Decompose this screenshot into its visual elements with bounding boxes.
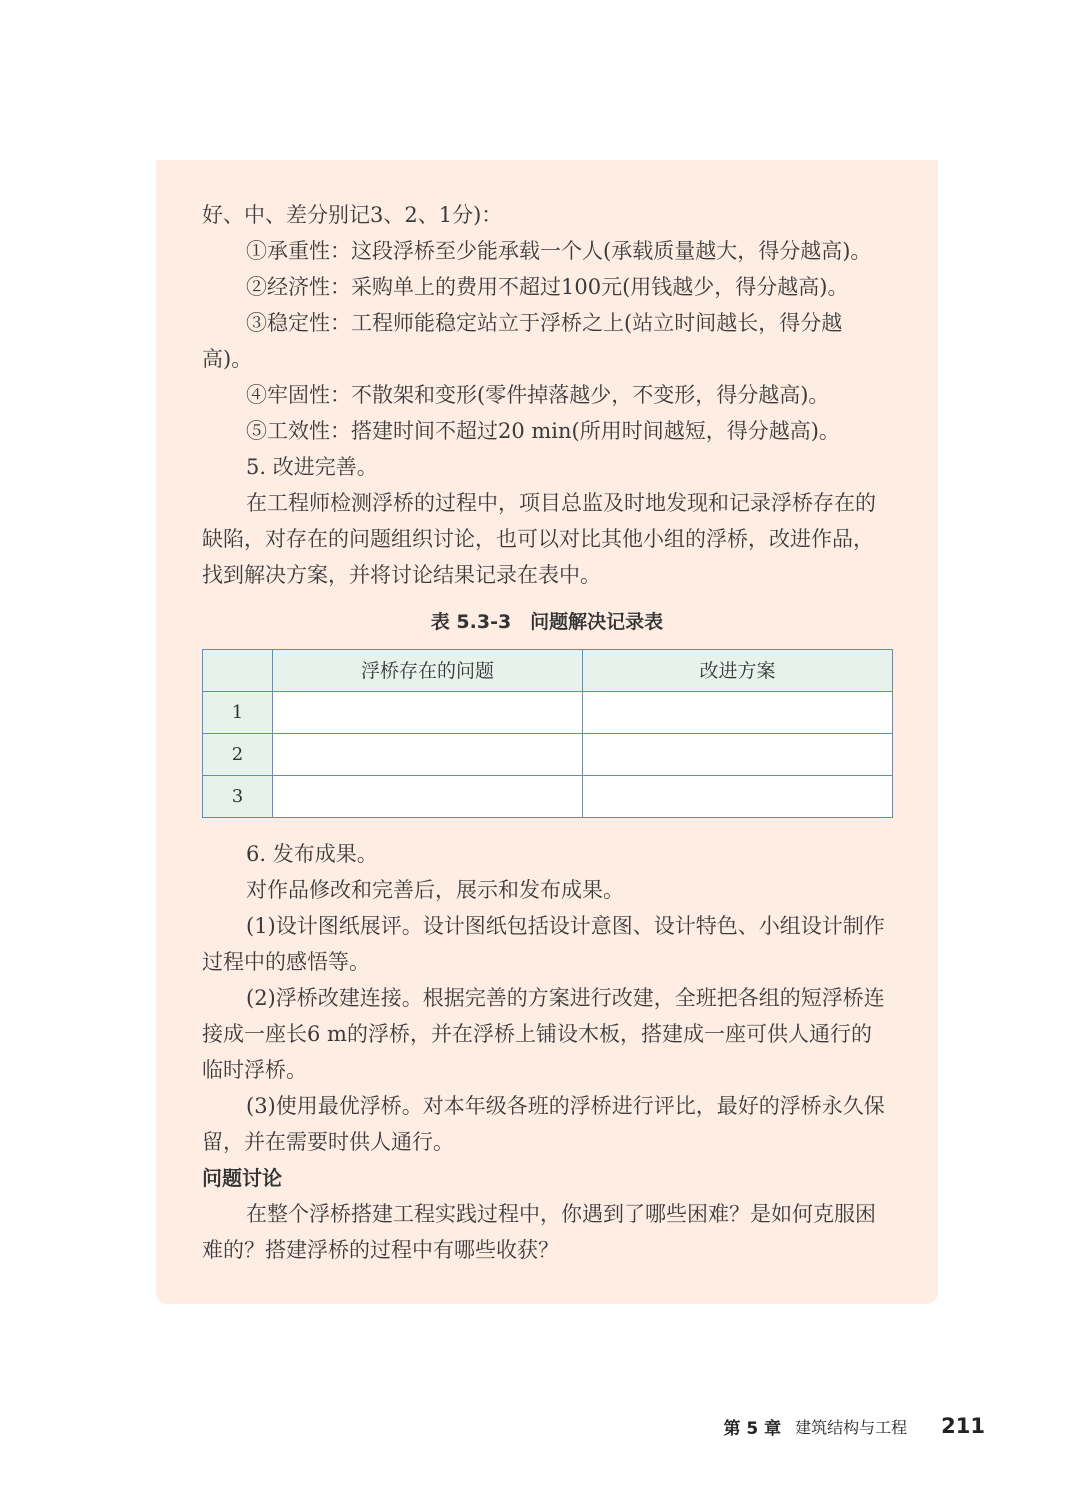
criterion-economy: ②经济性：采购单上的费用不超过100元(用钱越少，得分越高)。 bbox=[246, 275, 849, 299]
table-row bbox=[203, 776, 893, 818]
discussion-heading: 问题讨论 bbox=[202, 1166, 282, 1190]
page-number: 211 bbox=[941, 1414, 985, 1438]
step6-item-best: (3)使用最优浮桥。对本年级各班的浮桥进行评比，最好的浮桥永久保留，并在需要时供人通行。 bbox=[202, 1094, 885, 1154]
table-header-index bbox=[203, 650, 273, 692]
page-body bbox=[202, 197, 892, 1268]
score-note: 好、中、差分别记3、2、1分)： bbox=[202, 203, 503, 227]
table-row bbox=[203, 692, 893, 734]
chapter-title: 建筑结构与工程 bbox=[795, 1417, 908, 1437]
problem-cell bbox=[273, 734, 583, 776]
solution-cell bbox=[583, 734, 893, 776]
row-index: 3 bbox=[203, 776, 273, 818]
step6-item-design: (1)设计图纸展评。设计图纸包括设计意图、设计特色、小组设计制作过程中的感悟等。 bbox=[202, 914, 885, 974]
problem-record-table bbox=[202, 649, 893, 818]
table-header-problem: 浮桥存在的问题 bbox=[273, 650, 583, 692]
table-header-solution: 改进方案 bbox=[583, 650, 893, 692]
row-index: 2 bbox=[203, 734, 273, 776]
criterion-stability: ③稳定性：工程师能稳定站立于浮桥之上(站立时间越长，得分越高)。 bbox=[202, 311, 843, 371]
step5-text: 在工程师检测浮桥的过程中，项目总监及时地发现和记录浮桥存在的缺陷，对存在的问题组织讨论，也可以对比其他小组的浮桥，改进作品，找到解决方案，并将讨论结果记录在表中。 bbox=[202, 491, 876, 587]
problem-cell bbox=[273, 692, 583, 734]
row-index: 1 bbox=[203, 692, 273, 734]
criterion-efficiency: ⑤工效性：搭建时间不超过20 min(所用时间越短，得分越高)。 bbox=[246, 419, 840, 443]
solution-cell bbox=[583, 776, 893, 818]
table-header-row bbox=[203, 650, 893, 692]
problem-cell bbox=[273, 776, 583, 818]
page-footer bbox=[723, 1412, 985, 1440]
criterion-firmness: ④牢固性：不散架和变形(零件掉落越少，不变形，得分越高)。 bbox=[246, 383, 830, 407]
solution-cell bbox=[583, 692, 893, 734]
criterion-load: ①承重性：这段浮桥至少能承载一个人(承载质量越大，得分越高)。 bbox=[246, 239, 872, 263]
step6-item-connect: (2)浮桥改建连接。根据完善的方案进行改建，全班把各组的短浮桥连接成一座长6 m的浮桥，并在浮桥上铺设木板，搭建成一座可供人通行的临时浮桥。 bbox=[202, 986, 885, 1082]
table-row bbox=[203, 734, 893, 776]
chapter-label: 第 5 章 bbox=[723, 1418, 782, 1439]
step6-intro: 对作品修改和完善后，展示和发布成果。 bbox=[246, 878, 624, 902]
table-caption: 表 5.3-3 问题解决记录表 bbox=[430, 611, 664, 633]
discussion-text: 在整个浮桥搭建工程实践过程中，你遇到了哪些困难？是如何克服困难的？搭建浮桥的过程中有哪些收获？ bbox=[202, 1202, 876, 1262]
step6-title: 6. 发布成果。 bbox=[246, 842, 378, 866]
step5-title: 5. 改进完善。 bbox=[246, 455, 378, 479]
